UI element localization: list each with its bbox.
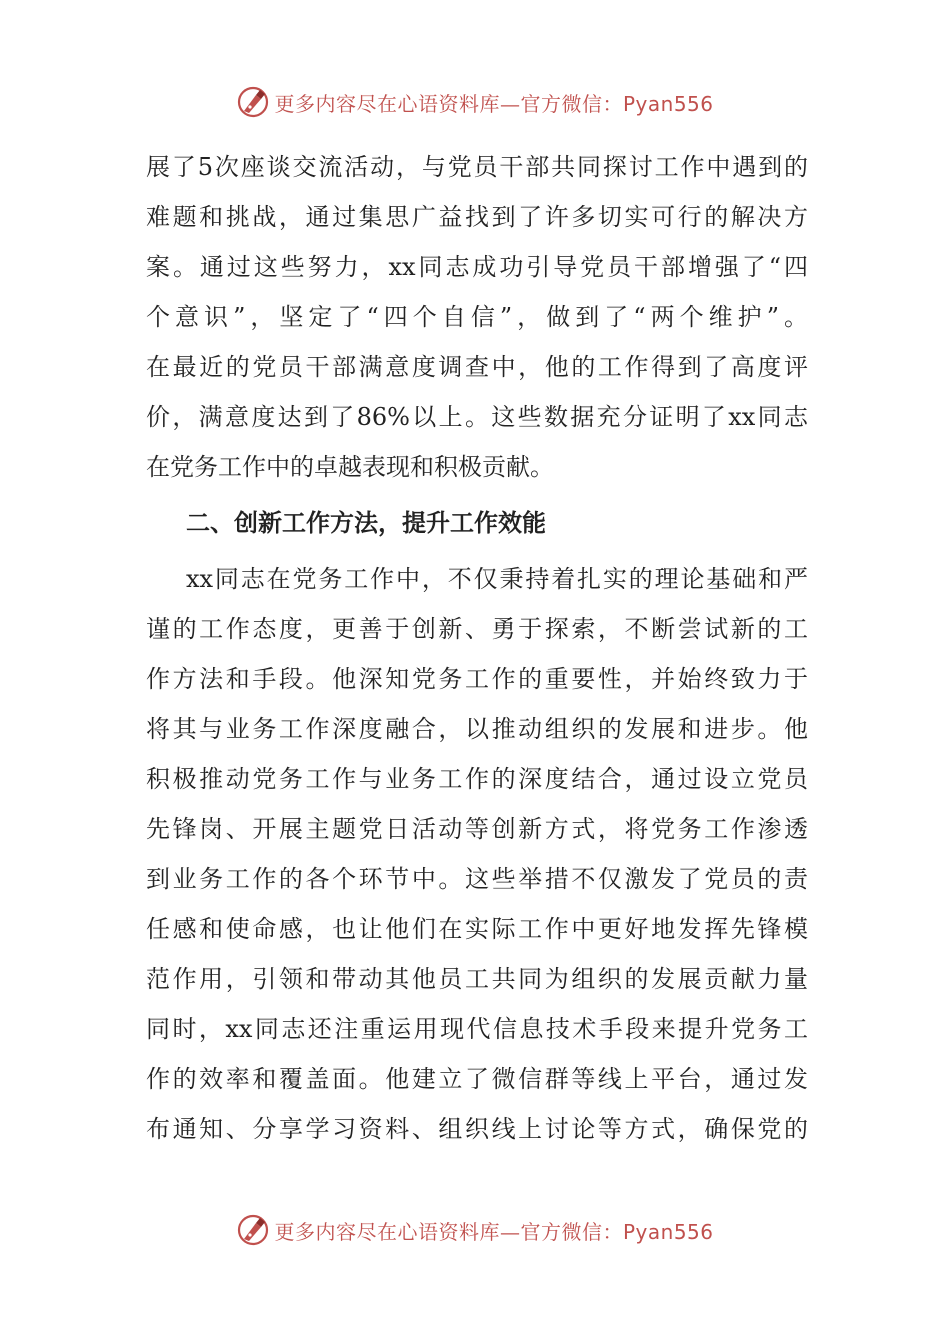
header-watermark [0, 82, 950, 122]
pen-nib-logo-icon [236, 85, 270, 119]
paragraph-1-line: 价，满意度达到了86%以上。这些数据充分证明了xx同志 [146, 403, 808, 431]
watermark-text: 更多内容尽在心语资料库—官方微信：Pyan556 [274, 1219, 714, 1244]
paragraph-2-line: 布通知、分享学习资料、组织线上讨论等方式，确保党的 [146, 1115, 808, 1143]
paragraph-2-line: 同时，xx同志还注重运用现代信息技术手段来提升党务工 [146, 1015, 808, 1043]
paragraph-2-line: 任感和使命感，也让他们在实际工作中更好地发挥先锋模 [146, 915, 808, 943]
document-body [146, 142, 808, 1154]
section-heading: 二、创新工作方法，提升工作效能 [186, 509, 546, 537]
footer-watermark [0, 1210, 950, 1250]
wechat-id: Pyan556 [622, 91, 714, 116]
paragraph-1-line: 难题和挑战，通过集思广益找到了许多切实可行的解决方 [146, 203, 808, 231]
paragraph-2-line: 作的效率和覆盖面。他建立了微信群等线上平台，通过发 [146, 1065, 808, 1093]
paragraph-2-line: 积极推动党务工作与业务工作的深度结合，通过设立党员 [146, 765, 808, 793]
watermark-text: 更多内容尽在心语资料库—官方微信：Pyan556 [274, 91, 714, 116]
wechat-id: Pyan556 [622, 1219, 714, 1244]
pen-nib-logo-icon [236, 1213, 270, 1247]
paragraph-2-line: 范作用，引领和带动其他员工共同为组织的发展贡献力量 [146, 965, 808, 993]
paragraph-1-line: 个意识”，坚定了“四个自信”，做到了“两个维护”。 [146, 303, 808, 331]
paragraph-2-line: xx同志在党务工作中，不仅秉持着扎实的理论基础和严 [186, 565, 808, 593]
paragraph-2-line: 先锋岗、开展主题党日活动等创新方式，将党务工作渗透 [146, 815, 808, 843]
paragraph-1-line: 案。通过这些努力，xx同志成功引导党员干部增强了“四 [146, 253, 808, 281]
paragraph-1-line: 在最近的党员干部满意度调查中，他的工作得到了高度评 [146, 353, 808, 381]
paragraph-2-line: 作方法和手段。他深知党务工作的重要性，并始终致力于 [146, 665, 808, 693]
paragraph-1-line: 在党务工作中的卓越表现和积极贡献。 [146, 453, 554, 481]
paragraph-2-line: 谨的工作态度，更善于创新、勇于探索，不断尝试新的工 [146, 615, 808, 643]
paragraph-1-line: 展了5次座谈交流活动，与党员干部共同探讨工作中遇到的 [146, 153, 808, 181]
paragraph-2-line: 将其与业务工作深度融合，以推动组织的发展和进步。他 [146, 715, 808, 743]
paragraph-2-line: 到业务工作的各个环节中。这些举措不仅激发了党员的责 [146, 865, 808, 893]
